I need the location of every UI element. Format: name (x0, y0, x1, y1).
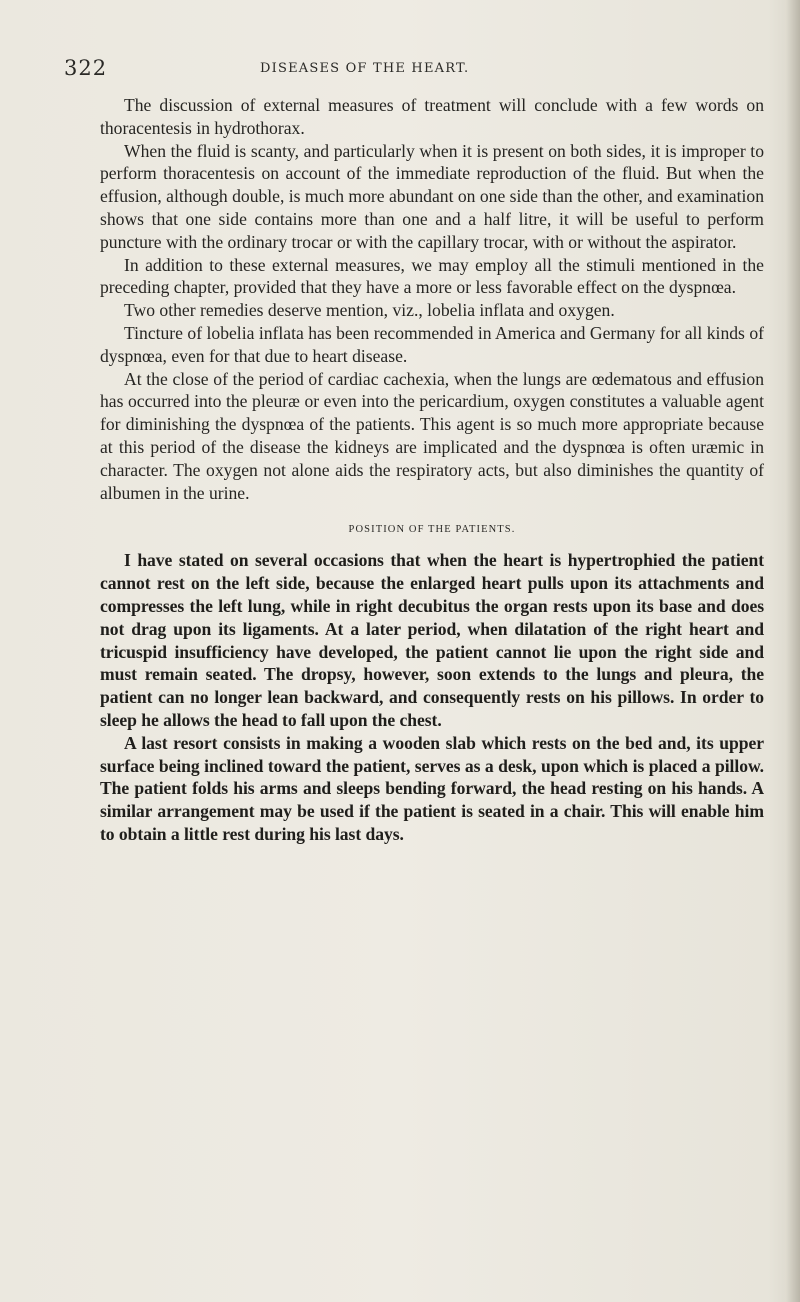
page-number: 322 (64, 56, 108, 80)
paragraph: Tincture of lobelia inflata has been recommended in America and Germany for all kinds of dyspnœa, even for that due to heart disease. (100, 322, 764, 366)
running-title: DISEASES OF THE HEART. (260, 61, 470, 76)
text-section-2 (100, 549, 764, 845)
paragraph: I have stated on several occasions that when the heart is hypertrophied the patient cannot rest on the left side, because the enlarged heart pulls upon its attachments and compresses the left lung, while in right decubitus the organ rests upon its base and does not drag upon its ligaments. At a later period, when dilatation of the right heart and tricuspid insufficiency have developed, the patient cannot lie upon the right side and must remain seated. The dropsy, however, soon extends to the lungs and pleura, the patient can no longer lean backward, and consequently rests on his pillows. In order to sleep he allows the head to fall upon the chest. (100, 550, 764, 730)
body-text (100, 94, 764, 846)
section-heading: POSITION OF THE PATIENTS. (348, 524, 516, 536)
paragraph: When the fluid is scanty, and particularly when it is present on both sides, it is improper to perform thoracentesis on account of the immediate reproduction of the fluid. But when the effusion, although double, is much more abundant on one side than the other, and examination shows that one side contains more than one and a half litre, it will be useful to perform puncture with the ordinary trocar or with the capillary trocar, with or without the aspirator. (100, 140, 764, 252)
paragraph: The discussion of external measures of treatment will conclude with a few words on thoracentesis in hydrothorax. (100, 95, 764, 138)
paragraph: A last resort consists in making a wooden slab which rests on the bed and, its upper surface being inclined toward the patient, serves as a desk, upon which is placed a pillow. The patient folds his arms and sleeps bending forward, the head resting on his hands. A similar arrangement may be used if the patient is seated in a chair. This will enable him to obtain a little rest during his last days. (100, 732, 764, 844)
paragraph: In addition to these external measures, we may employ all the stimuli mentioned in the preceding chapter, provided that they have a more or less favorable effect on the dyspnœa. (100, 254, 764, 298)
running-head (64, 56, 744, 80)
text-section-1 (100, 94, 764, 504)
paragraph: Two other remedies deserve mention, viz., lobelia inflata and oxygen. (124, 300, 615, 321)
page-edge-shadow (786, 0, 800, 1302)
paragraph: At the close of the period of cardiac cachexia, when the lungs are œdematous and effusion has occurred into the pleuræ or even into the pericardium, oxygen constitutes a valuable agent for diminishing the dyspnœa of the patients. This agent is so much more appropriate because at this period of the disease the kidneys are implicated and the dyspnœa is often uræmic in character. The oxygen not alone aids the respiratory acts, but also diminishes the quantity of albumen in the urine. (100, 368, 764, 503)
